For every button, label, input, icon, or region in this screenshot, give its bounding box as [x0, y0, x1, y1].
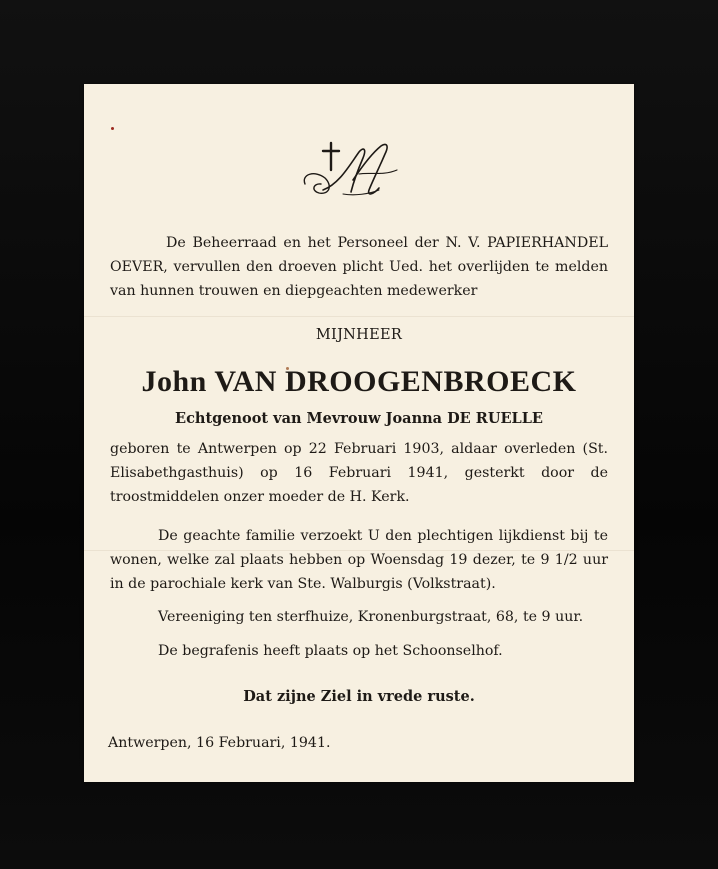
- funeral-notice-card: [84, 84, 634, 782]
- spouse-line: Echtgenoot van Mevrouw Joanna DE RUELLE: [175, 410, 543, 427]
- place-date: Antwerpen, 16 Februari, 1941.: [108, 735, 331, 751]
- cross-monogram-icon: [299, 140, 403, 198]
- paper-speck: [111, 127, 114, 130]
- service-paragraph: De geachte familie verzoekt U den plechtigen lijkdienst bij te wonen, welke zal plaats hebben op Woensdag 19 dezer, te 9 1/2 uur in de parochiale kerk van Ste. Walburgis (Volkstraat).: [110, 528, 608, 592]
- salutation: MIJNHEER: [315, 327, 403, 343]
- gathering-line: Vereeniging ten sterfhuize, Kronenburgstraat, 68, te 9 uur.: [158, 609, 584, 625]
- burial-line: De begrafenis heeft plaats op het Schoonselhof.: [158, 643, 503, 659]
- deceased-name: John VAN DROOGENBROECK: [141, 365, 577, 398]
- closing-line: Dat zijne Ziel in vrede ruste.: [243, 688, 475, 705]
- birth-death-paragraph: geboren te Antwerpen op 22 Februari 1903, aldaar overleden (St. Elisabethgasthuis) op 16 Februari 1941, gesterkt door de troostmiddelen onzer moeder de H. Kerk.: [110, 441, 608, 505]
- fold-line: [84, 316, 634, 317]
- intro-paragraph: De Beheerraad en het Personeel der N. V. PAPIERHANDEL OEVER, vervullen den droeven plicht Ued. het overlijden te melden van hunnen trouwen en diepgeachten medewerker: [110, 235, 608, 299]
